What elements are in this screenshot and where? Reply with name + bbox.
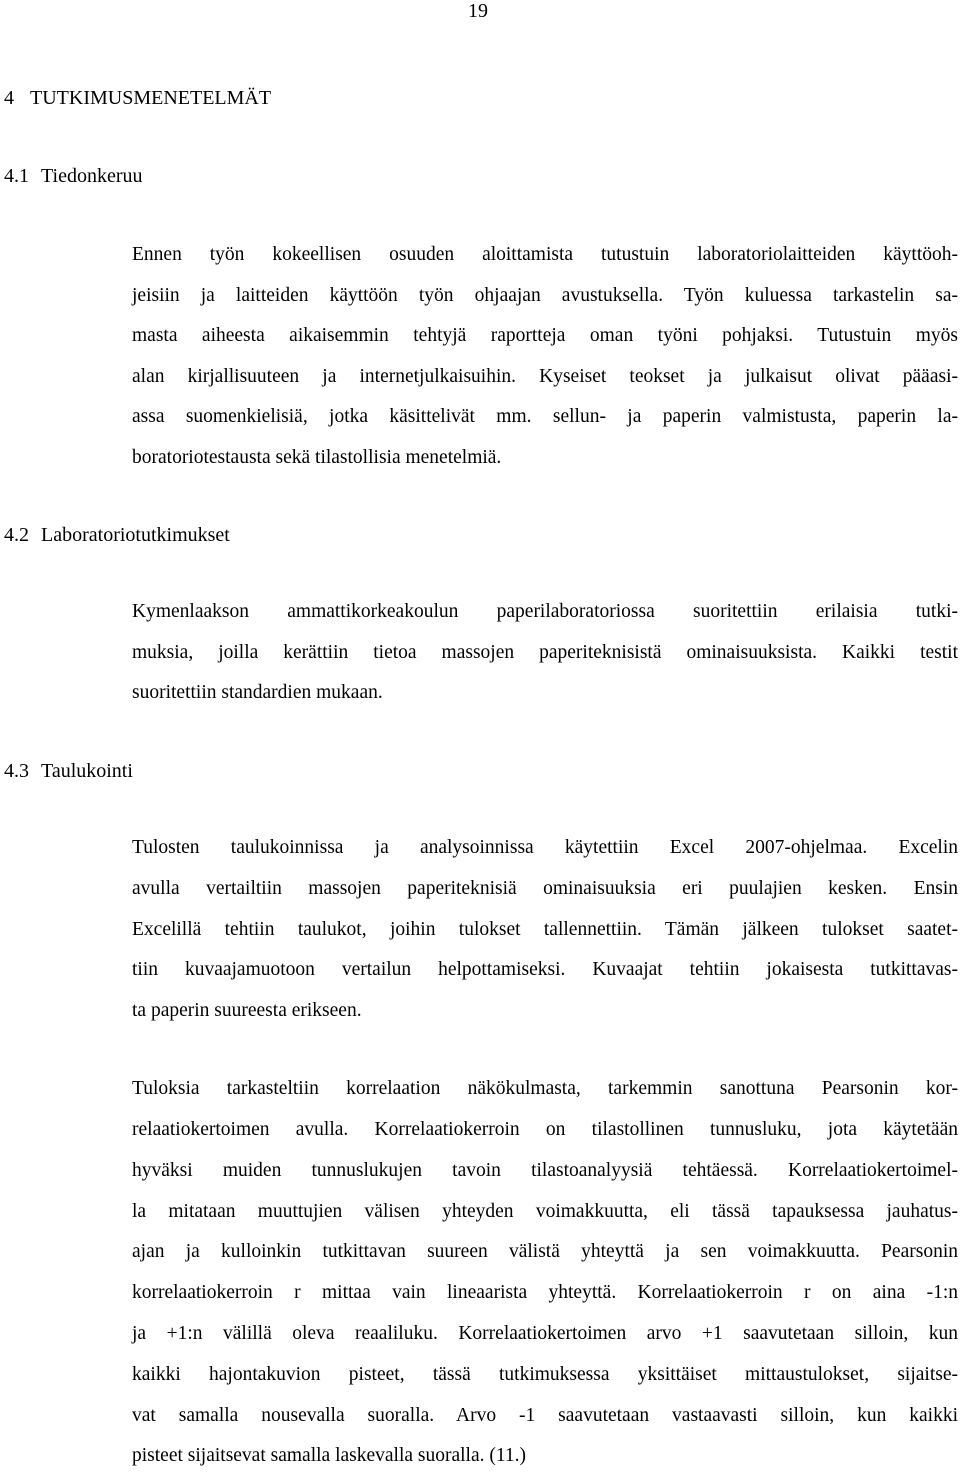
section-heading-4-2 <box>4 523 230 547</box>
paragraph-line: pisteet sijaitsevat samalla laskevalla suoralla. (11.) <box>132 1445 527 1466</box>
paragraph-line: Kymenlaakson ammattikorkeakoulun paperilaboratoriossa suoritettiin erilaisia tutki- <box>132 601 958 622</box>
paragraph-line: korrelaatiokerroin r mittaa vain lineaarista yhteyttä. Korrelaatiokerroin r on aina -1:n <box>132 1282 958 1303</box>
paragraph-line: Ennen työn kokeellisen osuuden aloittamista tutustuin laboratoriolaitteiden käyttöoh- <box>132 244 958 265</box>
paragraph-line: Tuloksia tarkasteltiin korrelaation näkökulmasta, tarkemmin sanottuna Pearsonin kor- <box>132 1078 958 1099</box>
section-title: Taulukointi <box>41 760 133 782</box>
paragraph-line: tiin kuvaajamuotoon vertailun helpottamiseksi. Kuvaajat tehtiin jokaisesta tutkittavas- <box>132 959 958 980</box>
section-number: 4.3 <box>4 760 29 782</box>
paragraph-line: relaatiokertoimen avulla. Korrelaatiokerroin on tilastollinen tunnusluku, jota käytetään <box>132 1119 958 1140</box>
paragraph-line: assa suomenkielisiä, jotka käsittelivät mm. sellun- ja paperin valmistusta, paperin la- <box>132 406 958 427</box>
page-number: 19 <box>468 0 488 22</box>
paragraph-line: suoritettiin standardien mukaan. <box>132 682 383 703</box>
paragraph-line: kaikki hajontakuvion pisteet, tässä tutkimuksessa yksittäiset mittaustulokset, sijaitse- <box>132 1364 958 1385</box>
section-number: 4.1 <box>4 165 29 187</box>
section-number: 4.2 <box>4 524 29 546</box>
section-title: Tiedonkeruu <box>41 165 143 187</box>
section-title: Laboratoriotutkimukset <box>41 524 230 546</box>
paragraph-line: vat samalla nousevalla suoralla. Arvo -1 saavutetaan vastaavasti silloin, kun kaikki <box>132 1405 958 1426</box>
paragraph-line: ajan ja kulloinkin tutkittavan suureen välistä yhteyttä ja sen voimakkuutta. Pearsonin <box>132 1241 958 1262</box>
paragraph-line: hyväksi muiden tunnuslukujen tavoin tilastoanalyysiä tehtäessä. Korrelaatiokertoimel- <box>132 1160 958 1181</box>
paragraph-line: la mitataan muuttujien välisen yhteyden voimakkuutta, eli tässä tapauksessa jauhatus- <box>132 1201 958 1222</box>
paragraph-line: muksia, joilla kerättiin tietoa massojen paperiteknisistä ominaisuuksista. Kaikki testit <box>132 642 958 663</box>
paragraph-line: Tulosten taulukoinnissa ja analysoinnissa käytettiin Excel 2007-ohjelmaa. Excelin <box>132 837 958 858</box>
paragraph-line: boratoriotestausta sekä tilastollisia menetelmiä. <box>132 447 502 468</box>
paragraph-line: Excelillä tehtiin taulukot, joihin tulokset tallennettiin. Tämän jälkeen tulokset saatet- <box>132 919 958 940</box>
paragraph-line: ta paperin suureesta erikseen. <box>132 1000 362 1021</box>
paragraph-line: masta aiheesta aikaisemmin tehtyjä raportteja oman työni pohjaksi. Tutustuin myös <box>132 325 958 346</box>
paragraph-line: ja +1:n välillä oleva reaaliluku. Korrelaatiokertoimen arvo +1 saavutetaan silloin, kun <box>132 1323 958 1344</box>
chapter-heading <box>4 86 271 110</box>
paragraph-line: avulla vertailtiin massojen paperiteknisiä ominaisuuksia eri puulajien kesken. Ensin <box>132 878 958 899</box>
section-heading-4-1 <box>4 164 142 188</box>
paragraph-line: alan kirjallisuuteen ja internetjulkaisuihin. Kyseiset teokset ja julkaisut olivat pääasi- <box>132 366 958 387</box>
paragraph-line: jeisiin ja laitteiden käyttöön työn ohjaajan avustuksella. Työn kuluessa tarkastelin sa- <box>132 285 958 306</box>
section-heading-4-3 <box>4 759 133 783</box>
chapter-number: 4 <box>4 87 14 109</box>
chapter-title: TUTKIMUSMENETELMÄT <box>30 87 272 109</box>
